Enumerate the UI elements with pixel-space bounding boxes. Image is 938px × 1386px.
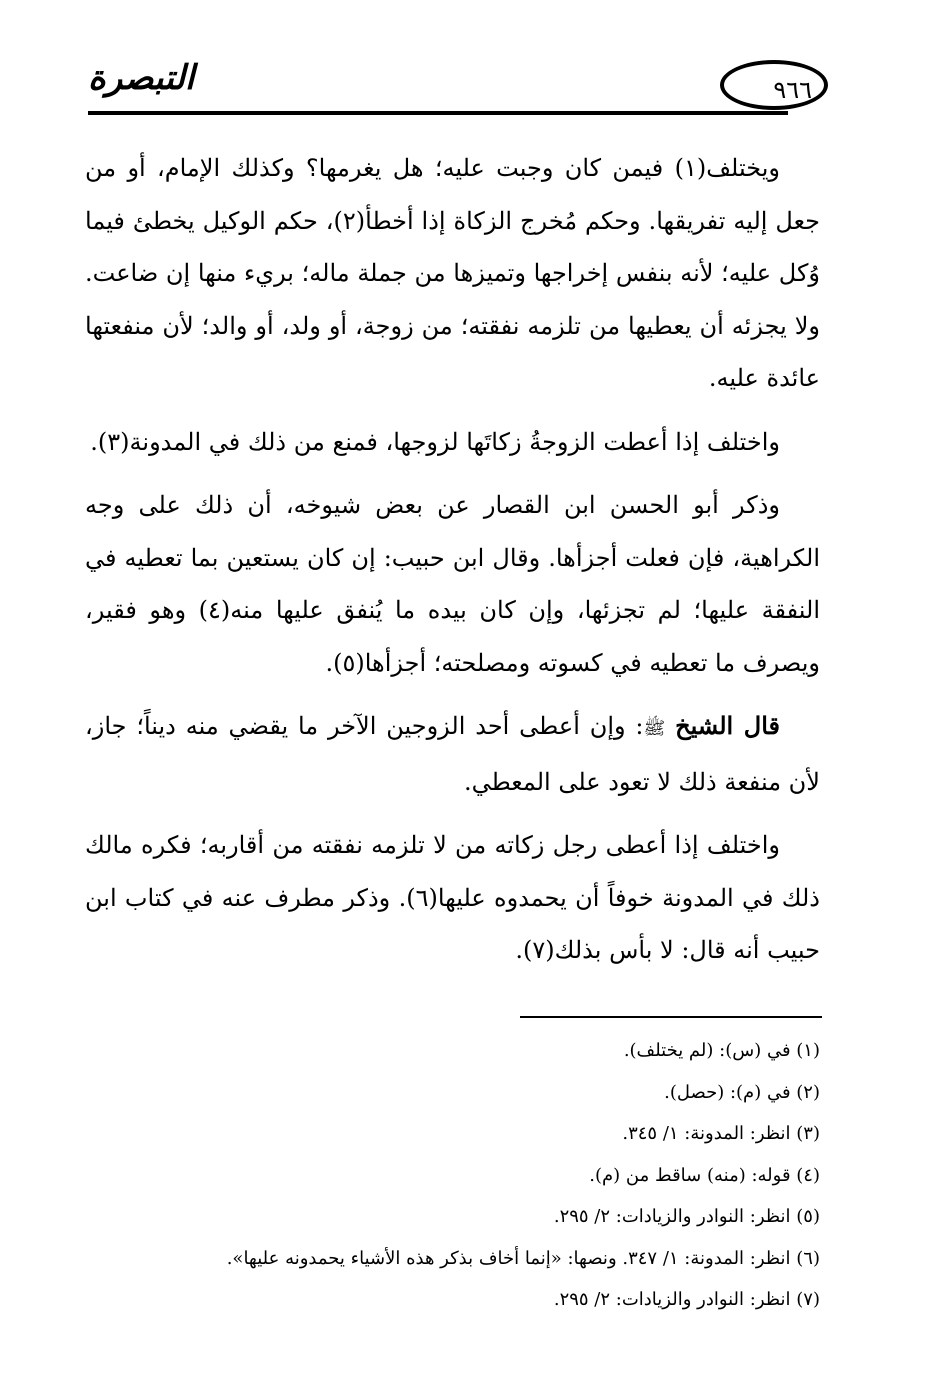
footnote-4: (٤) قوله: (منه) ساقط من (م).	[589, 1164, 820, 1186]
paragraph-4-text: : وإن أعطى أحد الزوجين الآخر ما يقضي منه ديناً؛ جاز، لأن منفعة ذلك لا تعود على المعطي.	[85, 712, 820, 796]
footnote-7: (٧) انظر: النوادر والزيادات: ٢/ ٢٩٥.	[553, 1289, 820, 1310]
paragraph-4	[85, 700, 820, 808]
footnote-1: (١) في (س): (لم يختلف).	[623, 1040, 820, 1061]
paragraph-1: ويختلف(١) فيمن كان وجبت عليه؛ هل يغرمها؟ وكذلك الإمام، أو من جعل إليه تفريقها. وحكم مُخرج الزكاة إذا أخطأ(٢)، حكم الوكيل يخطئ فيما وُكل عليه؛ لأنه بنفس إخراجها وتميزها من جملة ماله؛ بريء منها إن ضاعت. ولا يجزئه أن يعطيها من تلزمه نفقته؛ من زوجة، أو ولد، أو والد؛ لأن منفعتها عائدة عليه.	[85, 154, 820, 392]
page-number: ٩٦٦	[773, 76, 812, 104]
speaker-label: قال الشيخ	[675, 711, 781, 740]
page-header	[88, 56, 828, 118]
footnote-2: (٢) في (م): (حصل).	[664, 1081, 820, 1103]
footnote-3: (٣) انظر: المدونة: ١/ ٣٤٥.	[622, 1123, 820, 1144]
paragraph-5: واختلف إذا أعطى رجل زكاته من لا تلزمه نفقته من أقاربه؛ فكره مالك ذلك في المدونة خوفاً أن يحمدوه عليها(٦). وذكر مطرف عنه في كتاب ابن حبيب أنه قال: لا بأس بذلك(٧).	[85, 831, 820, 964]
header-rule	[88, 111, 788, 115]
book-title: التبصرة	[88, 58, 195, 98]
footnote-5: (٥) انظر: النوادر والزيادات: ٢/ ٢٩٥.	[553, 1206, 820, 1227]
footnote-separator	[520, 1016, 822, 1018]
paragraph-2: واختلف إذا أعطت الزوجةُ زكاتَها لزوجها، فمنع من ذلك في المدونة(٣).	[90, 427, 780, 456]
main-text	[85, 142, 820, 988]
footnote-6: (٦) انظر: المدونة: ١/ ٣٤٧. ونصها: «إنما أخاف بذكر هذه الأشياء يحمدونه عليها».	[226, 1247, 820, 1269]
footnotes	[85, 1030, 820, 1321]
paragraph-3: وذكر أبو الحسن ابن القصار عن بعض شيوخه، أن ذلك على وجه الكراهية، فإن فعلت أجزأها. وقال ابن حبيب: إن كان يستعين بما تعطيه في النفقة عليها؛ لم تجزئها، وإن كان بيده ما يُنفق عليها منه(٤) وهو فقير، ويصرف ما تعطيه في كسوته ومصلحته؛ أجزأها(٥).	[85, 491, 820, 677]
honorific-symbol: ﷺ	[643, 718, 666, 739]
